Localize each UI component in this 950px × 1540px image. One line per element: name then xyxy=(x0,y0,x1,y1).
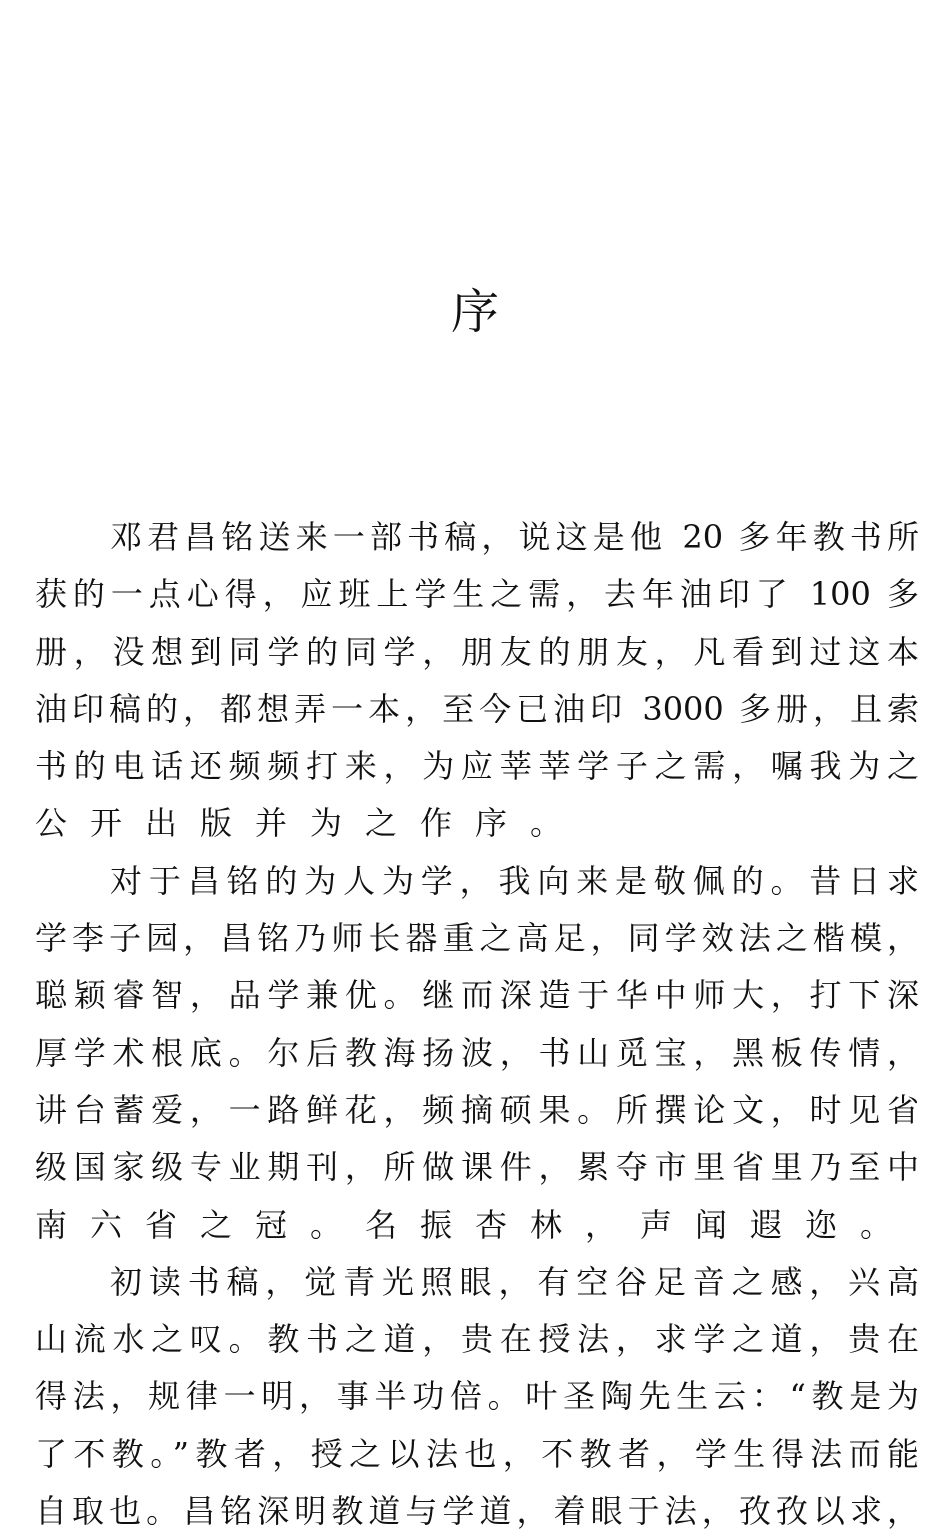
text-line: 公开出版并为之作序。 xyxy=(35,804,586,843)
text-line: 油印稿的，都想弄一本，至今已油印 3000 多册，且索 xyxy=(35,689,919,728)
paragraph xyxy=(35,509,919,853)
text-line: 聪颖睿智，品学兼优。继而深造于华中师大，打下深 xyxy=(35,976,919,1015)
text-line: 级国家级专业期刊，所做课件，累夺市里省里乃至中 xyxy=(35,1148,919,1187)
text-line: 书的电话还频频打来，为应莘莘学子之需，嘱我为之 xyxy=(35,747,919,786)
text-line: 对于昌铭的为人为学，我向来是敬佩的。昔日求 xyxy=(110,861,919,900)
text-line: 自取也。昌铭深明教道与学道，着眼于法，孜孜以求， xyxy=(35,1492,919,1531)
text-line: 讲台蓄爱，一路鲜花，频摘硕果。所撰论文，时见省 xyxy=(35,1090,919,1129)
paragraph xyxy=(35,1254,919,1540)
text-line: 获的一点心得，应班上学生之需，去年油印了 100 多 xyxy=(35,575,919,614)
paragraph xyxy=(35,853,919,1254)
text-line: 了不教。”教者，授之以法也，不教者，学生得法而能 xyxy=(35,1434,919,1473)
text-line: 厚学术根底。尔后教海扬波，书山觅宝，黑板传情， xyxy=(35,1033,919,1072)
preface-body xyxy=(35,509,919,1540)
text-line: 学李子园，昌铭乃师长器重之高足，同学效法之楷模， xyxy=(35,919,919,958)
text-line: 册，没想到同学的同学，朋友的朋友，凡看到过这本 xyxy=(35,632,919,671)
text-line: 山流水之叹。教书之道，贵在授法，求学之道，贵在 xyxy=(35,1320,919,1359)
page-title: 序 xyxy=(450,284,499,340)
text-line: 初读书稿，觉青光照眼，有空谷足音之感，兴高 xyxy=(110,1262,919,1301)
text-line: 得法，规律一明，事半功倍。叶圣陶先生云：“教是为 xyxy=(35,1377,919,1416)
text-line: 邓君昌铭送来一部书稿，说这是他 20 多年教书所 xyxy=(110,518,919,556)
text-line: 南六省之冠。名振杏林，声闻遐迩。 xyxy=(35,1205,916,1244)
